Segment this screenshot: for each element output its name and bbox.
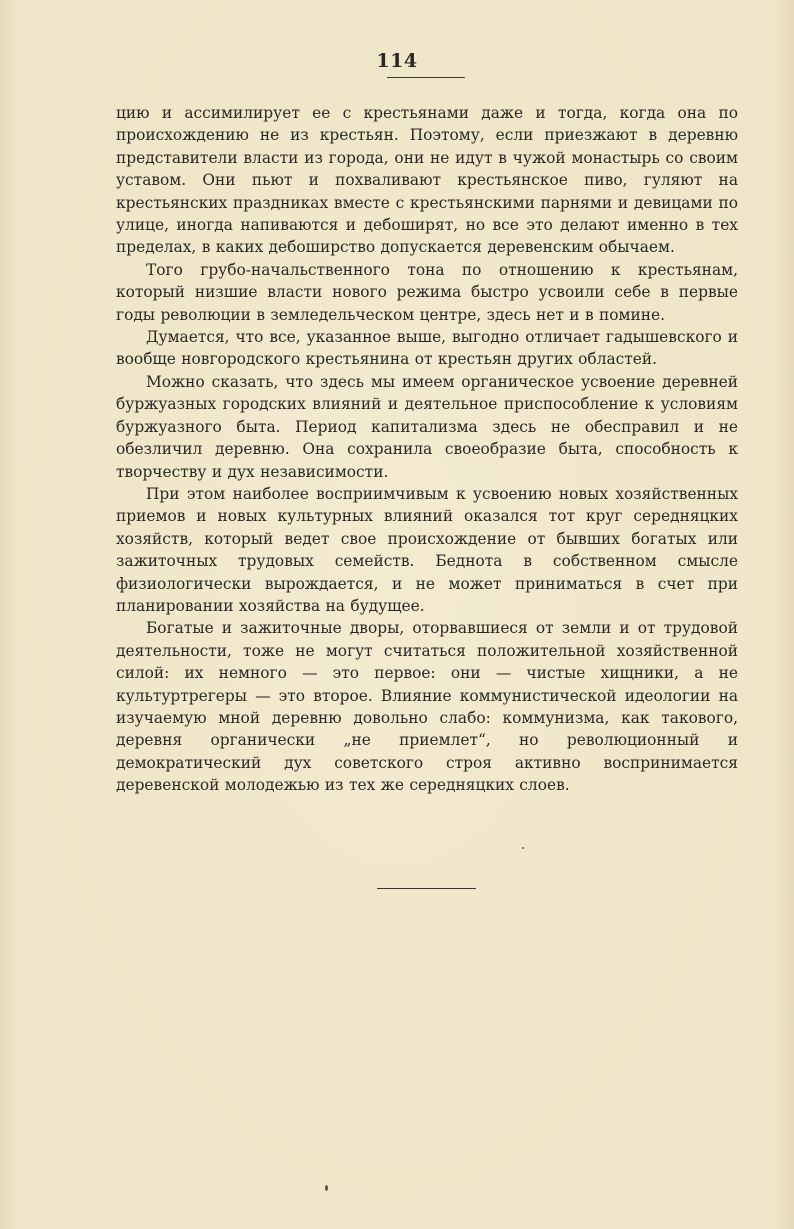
body-text <box>116 102 738 797</box>
paper-speck <box>325 1185 328 1191</box>
paragraph-continued: цию и ассимилирует ее с крестьянами даже и тогда, когда она по происхождению не из крестьян. Поэтому, если приезжают в деревню представители власти из города, они не идут в чужой монастырь со своим уставом. Они пьют и похваливают крестьянское пиво, гуляют на крестьянских праздниках вместе с крестьянскими парнями и девицами по улице, иногда напиваются и дебоширят, но все это делают именно в тех пределах, в каких дебоширство допускается деревенским обычаем. <box>116 104 738 257</box>
paragraph: Того грубо-начальственного тона по отношению к крестьянам, который низшие власти нового режима быстро усвоили себе в первые годы революции в земледельческом центре, здесь нет и в помине. <box>116 260 738 324</box>
paragraph: При этом наиболее восприимчивым к усвоению новых хозяйственных приемов и новых культурных влияний оказался тот круг середняцких хозяйств, который ведет свое происхождение от бывших богатых или зажиточных трудовых семейств. Беднота в собственном смысле физиологически вырождается, и не может приниматься в счет при планировании хозяйства на будущее. <box>116 484 738 615</box>
header-rule <box>387 77 465 78</box>
paper-speck <box>522 847 524 849</box>
section-end-rule <box>377 888 476 889</box>
page-number: 114 <box>376 50 418 72</box>
paragraph: Богатые и зажиточные дворы, оторвавшиеся от земли и от трудовой деятельности, тоже не могут считаться положительной хозяйственной силой: их немного — это первое: они — чистые хищники, а не культуртрегеры — это второе. Влияние коммунистической идеологии на изучаемую мной деревню довольно слабо: коммунизма, как такового, деревня органически „не приемлет“, но революционный и демократический дух советского строя активно воспринимается деревенской молодежью из тех же середняцких слоев. <box>116 619 738 795</box>
paragraph: Можно сказать, что здесь мы имеем органическое усвоение деревней буржуазных городских влияний и деятельное приспособление к условиям буржуазного быта. Период капитализма здесь не обесправил и не обезличил деревню. Она сохранила своеобразие быта, способность к творчеству и дух независимости. <box>116 372 738 481</box>
paragraph: Думается, что все, указанное выше, выгодно отличает гадышевского и вообще новгородского крестьянина от крестьян других областей. <box>116 328 738 369</box>
